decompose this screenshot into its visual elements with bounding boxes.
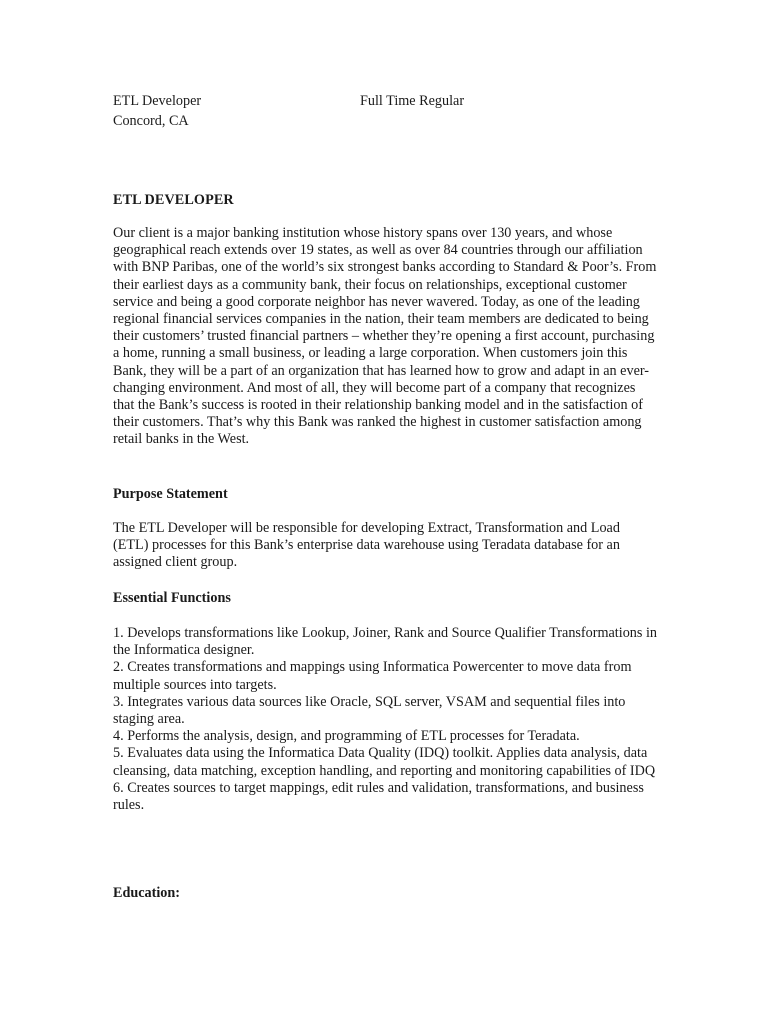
list-item: 2. Creates transformations and mappings using Informatica Powercenter to move data from multiple sources into targets. [113, 659, 632, 693]
job-type-label: Full Time Regular [360, 93, 465, 109]
purpose-heading: Purpose Statement [113, 486, 228, 502]
essential-functions-heading: Essential Functions [113, 590, 231, 606]
location-label: Concord, CA [113, 113, 189, 129]
list-item: 5. Evaluates data using the Informatica Data Quality (IDQ) toolkit. Applies data analysis, data cleansing, data matching, exception handling, and reporting and monitoring capabilities of IDQ [113, 745, 656, 779]
essential-functions-section [113, 625, 658, 814]
intro-section [113, 225, 658, 449]
document-title: ETL DEVELOPER [113, 192, 234, 208]
purpose-paragraph: The ETL Developer will be responsible for developing Extract, Transformation and Load (ETL) processes for this Bank’s enterprise data warehouse using Teradata database for an assigned client group. [113, 520, 620, 571]
list-item: 3. Integrates various data sources like Oracle, SQL server, VSAM and sequential files into staging area. [113, 693, 626, 728]
education-heading: Education: [113, 885, 181, 901]
list-item: 6. Creates sources to target mappings, edit rules and validation, transformations, and business rules. [113, 779, 644, 814]
intro-paragraph: Our client is a major banking institution whose history spans over 130 years, and whose geographical reach extends over 19 states, as well as over 84 countries through our affiliation with BNP Paribas, one of the world’s six strongest banks according to Standard & Poor’s. From their earliest days as a community bank, their focus on relationships, exceptional customer service and being a good corporate neighbor has never wavered. Today, as one of the leading regional financial services companies in the nation, their team members are dedicated to being their customers’ trusted financial partners – whether they’re opening a first account, purchasing a home, running a small business, or leading a large corporation. When customers join this Bank, they will be a part of an organization that has learned how to grow and adapt in an ever-changing environment. And most of all, they will become part of a company that recognizes that the Bank’s success is rooted in their relationship banking model and in the satisfaction of their customers. That’s why this Bank was ranked the highest in customer satisfaction among retail banks in the West. [113, 225, 657, 448]
essential-functions-list [113, 625, 658, 814]
job-title-label: ETL Developer [113, 93, 202, 109]
list-item: 4. Performs the analysis, design, and programming of ETL processes for Teradata. [113, 728, 580, 745]
purpose-section [113, 520, 658, 572]
list-item: 1. Develops transformations like Lookup, Joiner, Rank and Source Qualifier Transformations in the Informatica designer. [113, 625, 657, 659]
